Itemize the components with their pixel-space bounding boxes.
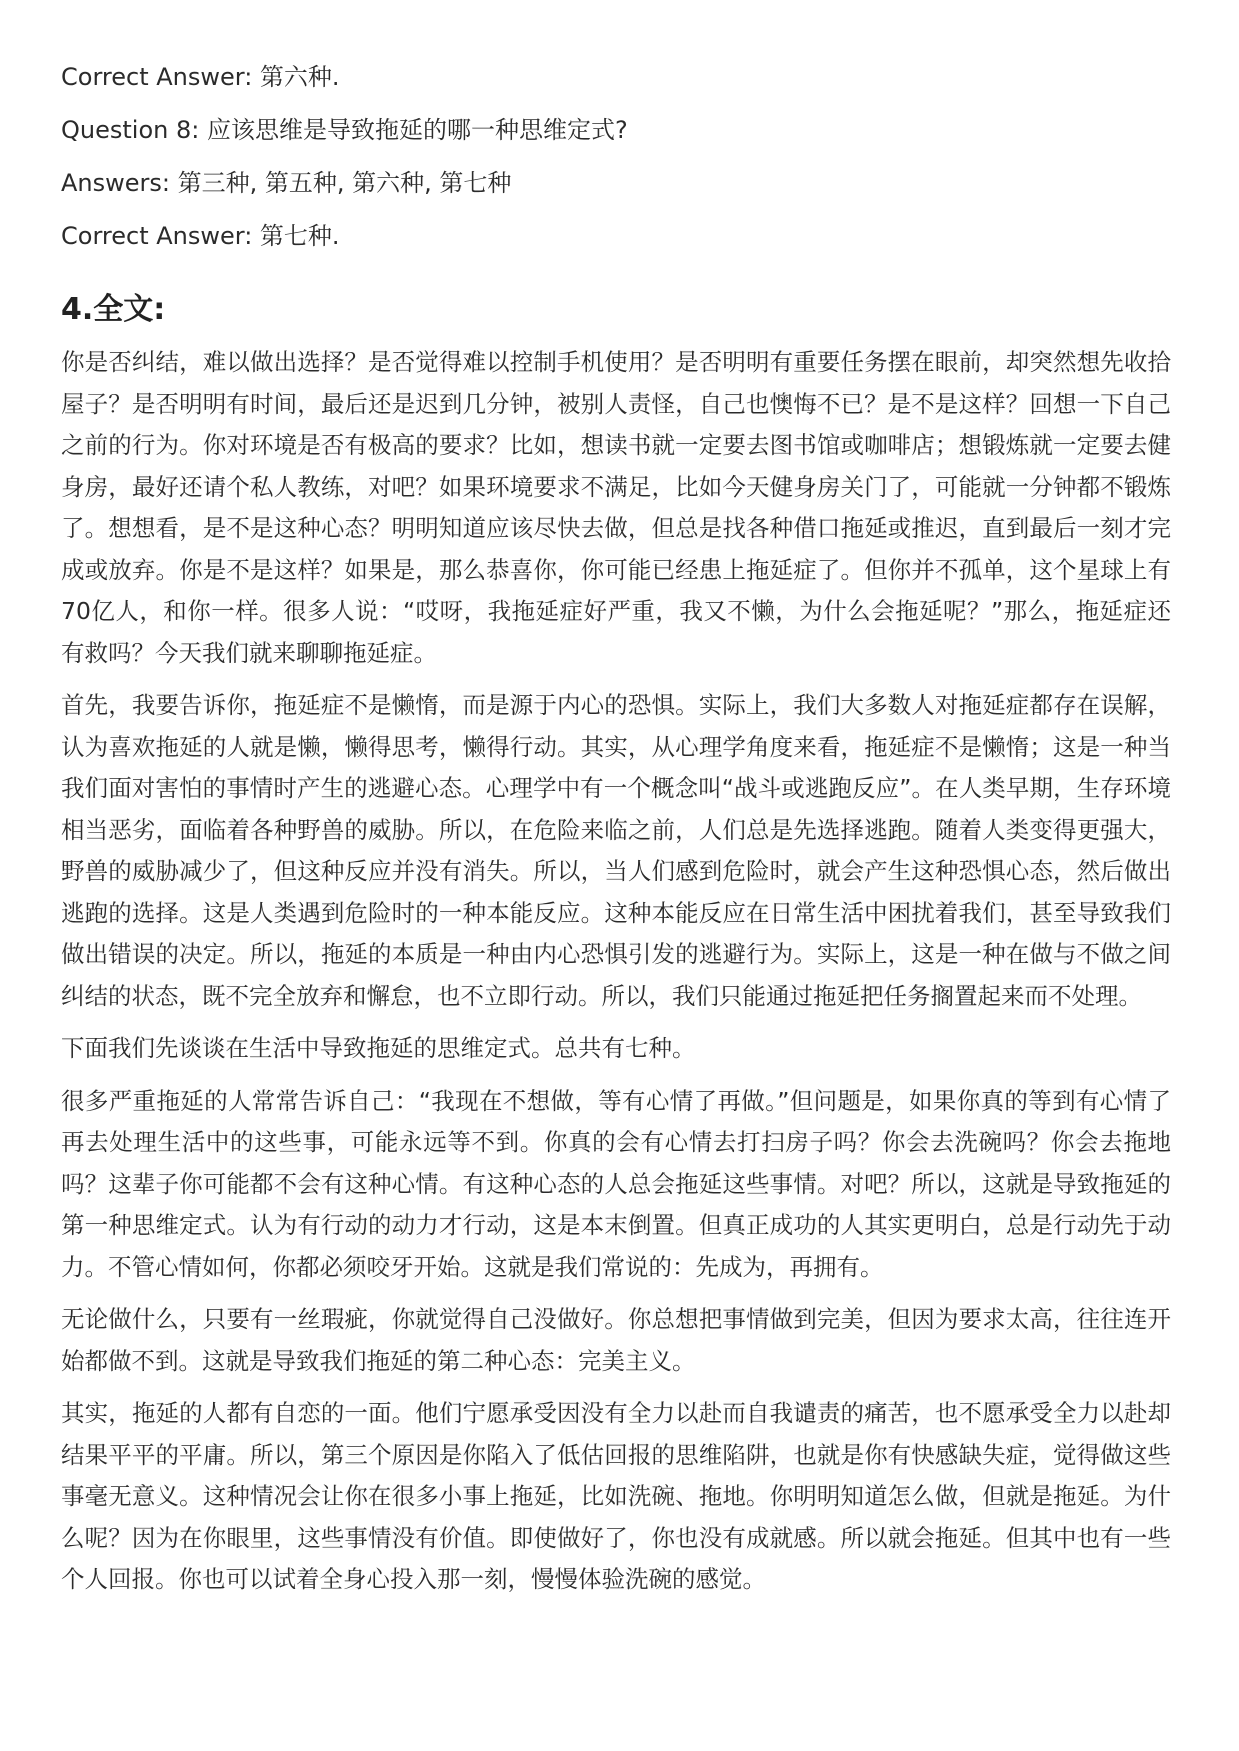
paragraph: 无论做什么，只要有一丝瑕疵，你就觉得自己没做好。你总想把事情做到完美，但因为要求太高，往往连开始都做不到。这就是导致我们拖延的第二种心态：完美主义。 — [61, 1305, 1171, 1375]
document-page — [61, 60, 1171, 1612]
correct-answer-8: Correct Answer: 第七种. — [61, 222, 340, 250]
section-heading: 4.全文: — [61, 292, 166, 327]
article-body — [61, 342, 1171, 1601]
paragraph: 你是否纠结，难以做出选择？是否觉得难以控制手机使用？是否明明有重要任务摆在眼前，却突然想先收拾屋子？是否明明有时间，最后还是迟到几分钟，被别人责怪，自己也懊悔不已？是不是这样？回想一下自己之前的行为。你对环境是否有极高的要求？比如，想读书就一定要去图书馆或咖啡店；想锻炼就一定要去健身房，最好还请个私人教练，对吧？如果环境要求不满足，比如今天健身房关门了，可能就一分钟都不锻炼了。想想看，是不是这种心态？明明知道应该尽快去做，但总是找各种借口拖延或推迟，直到最后一刻才完成或放弃。你是不是这样？如果是，那么恭喜你，你可能已经患上拖延症了。但你并不孤单，这个星球上有70亿人，和你一样。很多人说：“哎呀，我拖延症好严重，我又不懒，为什么会拖延呢？”那么，拖延症还有救吗？今天我们就来聊聊拖延症。 — [61, 348, 1171, 667]
answers-8: Answers: 第三种, 第五种, 第六种, 第七种 — [61, 169, 512, 197]
paragraph: 很多严重拖延的人常常告诉自己：“我现在不想做，等有心情了再做。”但问题是，如果你真的等到有心情了再去处理生活中的这些事，可能永远等不到。你真的会有心情去打扫房子吗？你会去洗碗吗？你会去拖地吗？这辈子你可能都不会有这种心情。有这种心态的人总会拖延这些事情。对吧？所以，这就是导致拖延的第一种思维定式。认为有行动的动力才行动，这是本末倒置。但真正成功的人其实更明白，总是行动先于动力。不管心情如何，你都必须咬牙开始。这就是我们常说的：先成为，再拥有。 — [61, 1086, 1171, 1281]
correct-answer-7: Correct Answer: 第六种. — [61, 63, 340, 91]
paragraph: 下面我们先谈谈在生活中导致拖延的思维定式。总共有七种。 — [61, 1034, 696, 1062]
paragraph: 首先，我要告诉你，拖延症不是懒惰，而是源于内心的恐惧。实际上，我们大多数人对拖延症都存在误解，认为喜欢拖延的人就是懒，懒得思考，懒得行动。其实，从心理学角度来看，拖延症不是懒惰；这是一种当我们面对害怕的事情时产生的逃避心态。心理学中有一个概念叫“战斗或逃跑反应”。在人类早期，生存环境相当恶劣，面临着各种野兽的威胁。所以，在危险来临之前，人们总是先选择逃跑。随着人类变得更强大，野兽的威胁减少了，但这种反应并没有消失。所以，当人们感到危险时，就会产生这种恐惧心态，然后做出逃跑的选择。这是人类遇到危险时的一种本能反应。这种本能反应在日常生活中困扰着我们，甚至导致我们做出错误的决定。所以，拖延的本质是一种由内心恐惧引发的逃避行为。实际上，这是一种在做与不做之间纠结的状态，既不完全放弃和懈怠，也不立即行动。所以，我们只能通过拖延把任务搁置起来而不处理。 — [61, 691, 1171, 1010]
quiz-block — [61, 60, 1171, 253]
paragraph: 其实，拖延的人都有自恋的一面。他们宁愿承受因没有全力以赴而自我谴责的痛苦，也不愿承受全力以赴却结果平平的平庸。所以，第三个原因是你陷入了低估回报的思维陷阱，也就是你有快感缺失症，觉得做这些事毫无意义。这种情况会让你在很多小事上拖延，比如洗碗、拖地。你明明知道怎么做，但就是拖延。为什么呢？因为在你眼里，这些事情没有价值。即使做好了，你也没有成就感。所以就会拖延。但其中也有一些个人回报。你也可以试着全身心投入那一刻，慢慢体验洗碗的感觉。 — [61, 1399, 1171, 1593]
question-8: Question 8: 应该思维是导致拖延的哪一种思维定式? — [61, 116, 628, 144]
